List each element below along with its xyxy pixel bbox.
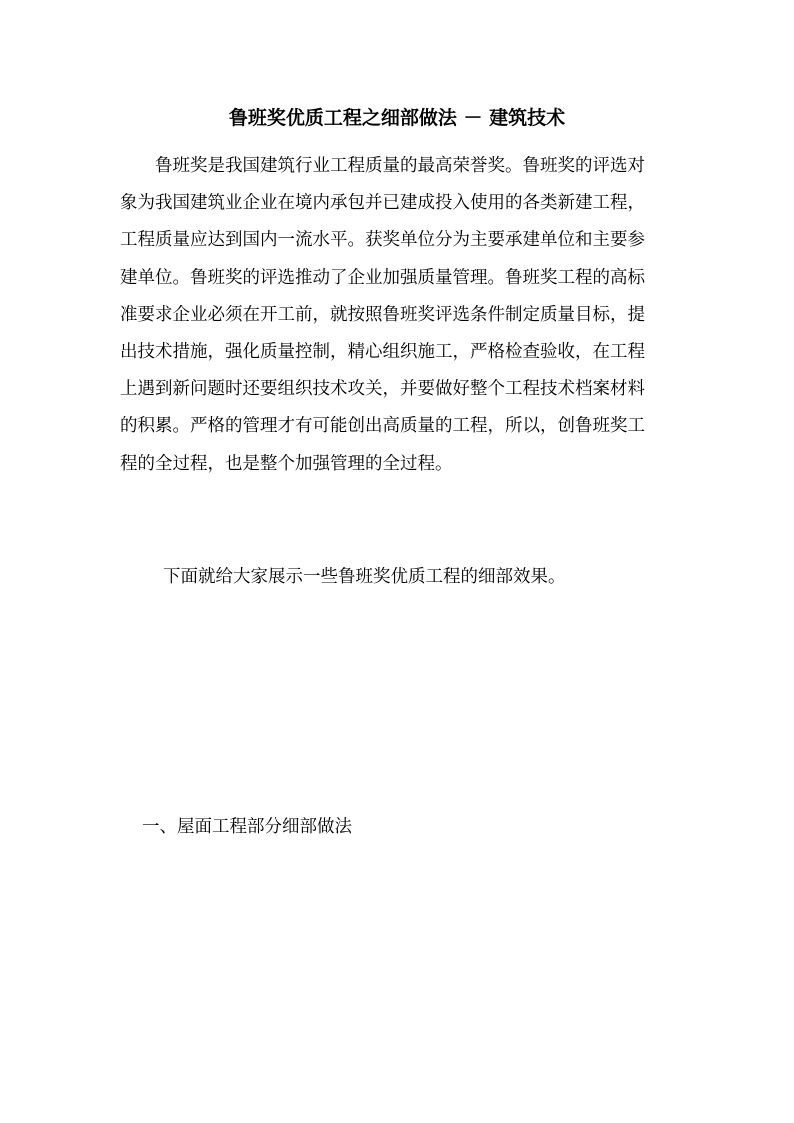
section-heading: 一、屋面工程部分细部做法 bbox=[142, 817, 352, 837]
paragraph-line: 出技术措施，强化质量控制，精心组织施工，严格检查验收，在工程 bbox=[120, 342, 645, 363]
body-paragraph bbox=[120, 148, 680, 483]
paragraph-line: 的积累。严格的管理才有可能创出高质量的工程，所以，创鲁班奖工 bbox=[120, 416, 645, 437]
paragraph-line: 上遇到新问题时还要组织技术攻关，并要做好整个工程技术档案材料 bbox=[120, 379, 645, 400]
intro-line: 下面就给大家展示一些鲁班奖优质工程的细部效果。 bbox=[163, 567, 566, 587]
paragraph-line: 象为我国建筑业企业在境内承包并已建成投入使用的各类新建工程， bbox=[120, 193, 645, 214]
paragraph-line: 鲁班奖是我国建筑行业工程质量的最高荣誉奖。鲁班奖的评选对 bbox=[155, 156, 645, 176]
paragraph-line: 工程质量应达到国内一流水平。获奖单位分为主要承建单位和主要参 bbox=[120, 230, 645, 251]
paragraph-line: 建单位。鲁班奖的评选推动了企业加强质量管理。鲁班奖工程的高标 bbox=[120, 267, 645, 288]
document-title: 鲁班奖优质工程之细部做法 － 建筑技术 bbox=[228, 107, 566, 129]
paragraph-line: 准要求企业必须在开工前，就按照鲁班奖评选条件制定质量目标，提 bbox=[120, 304, 645, 325]
paragraph-line: 程的全过程，也是整个加强管理的全过程。 bbox=[120, 453, 453, 474]
